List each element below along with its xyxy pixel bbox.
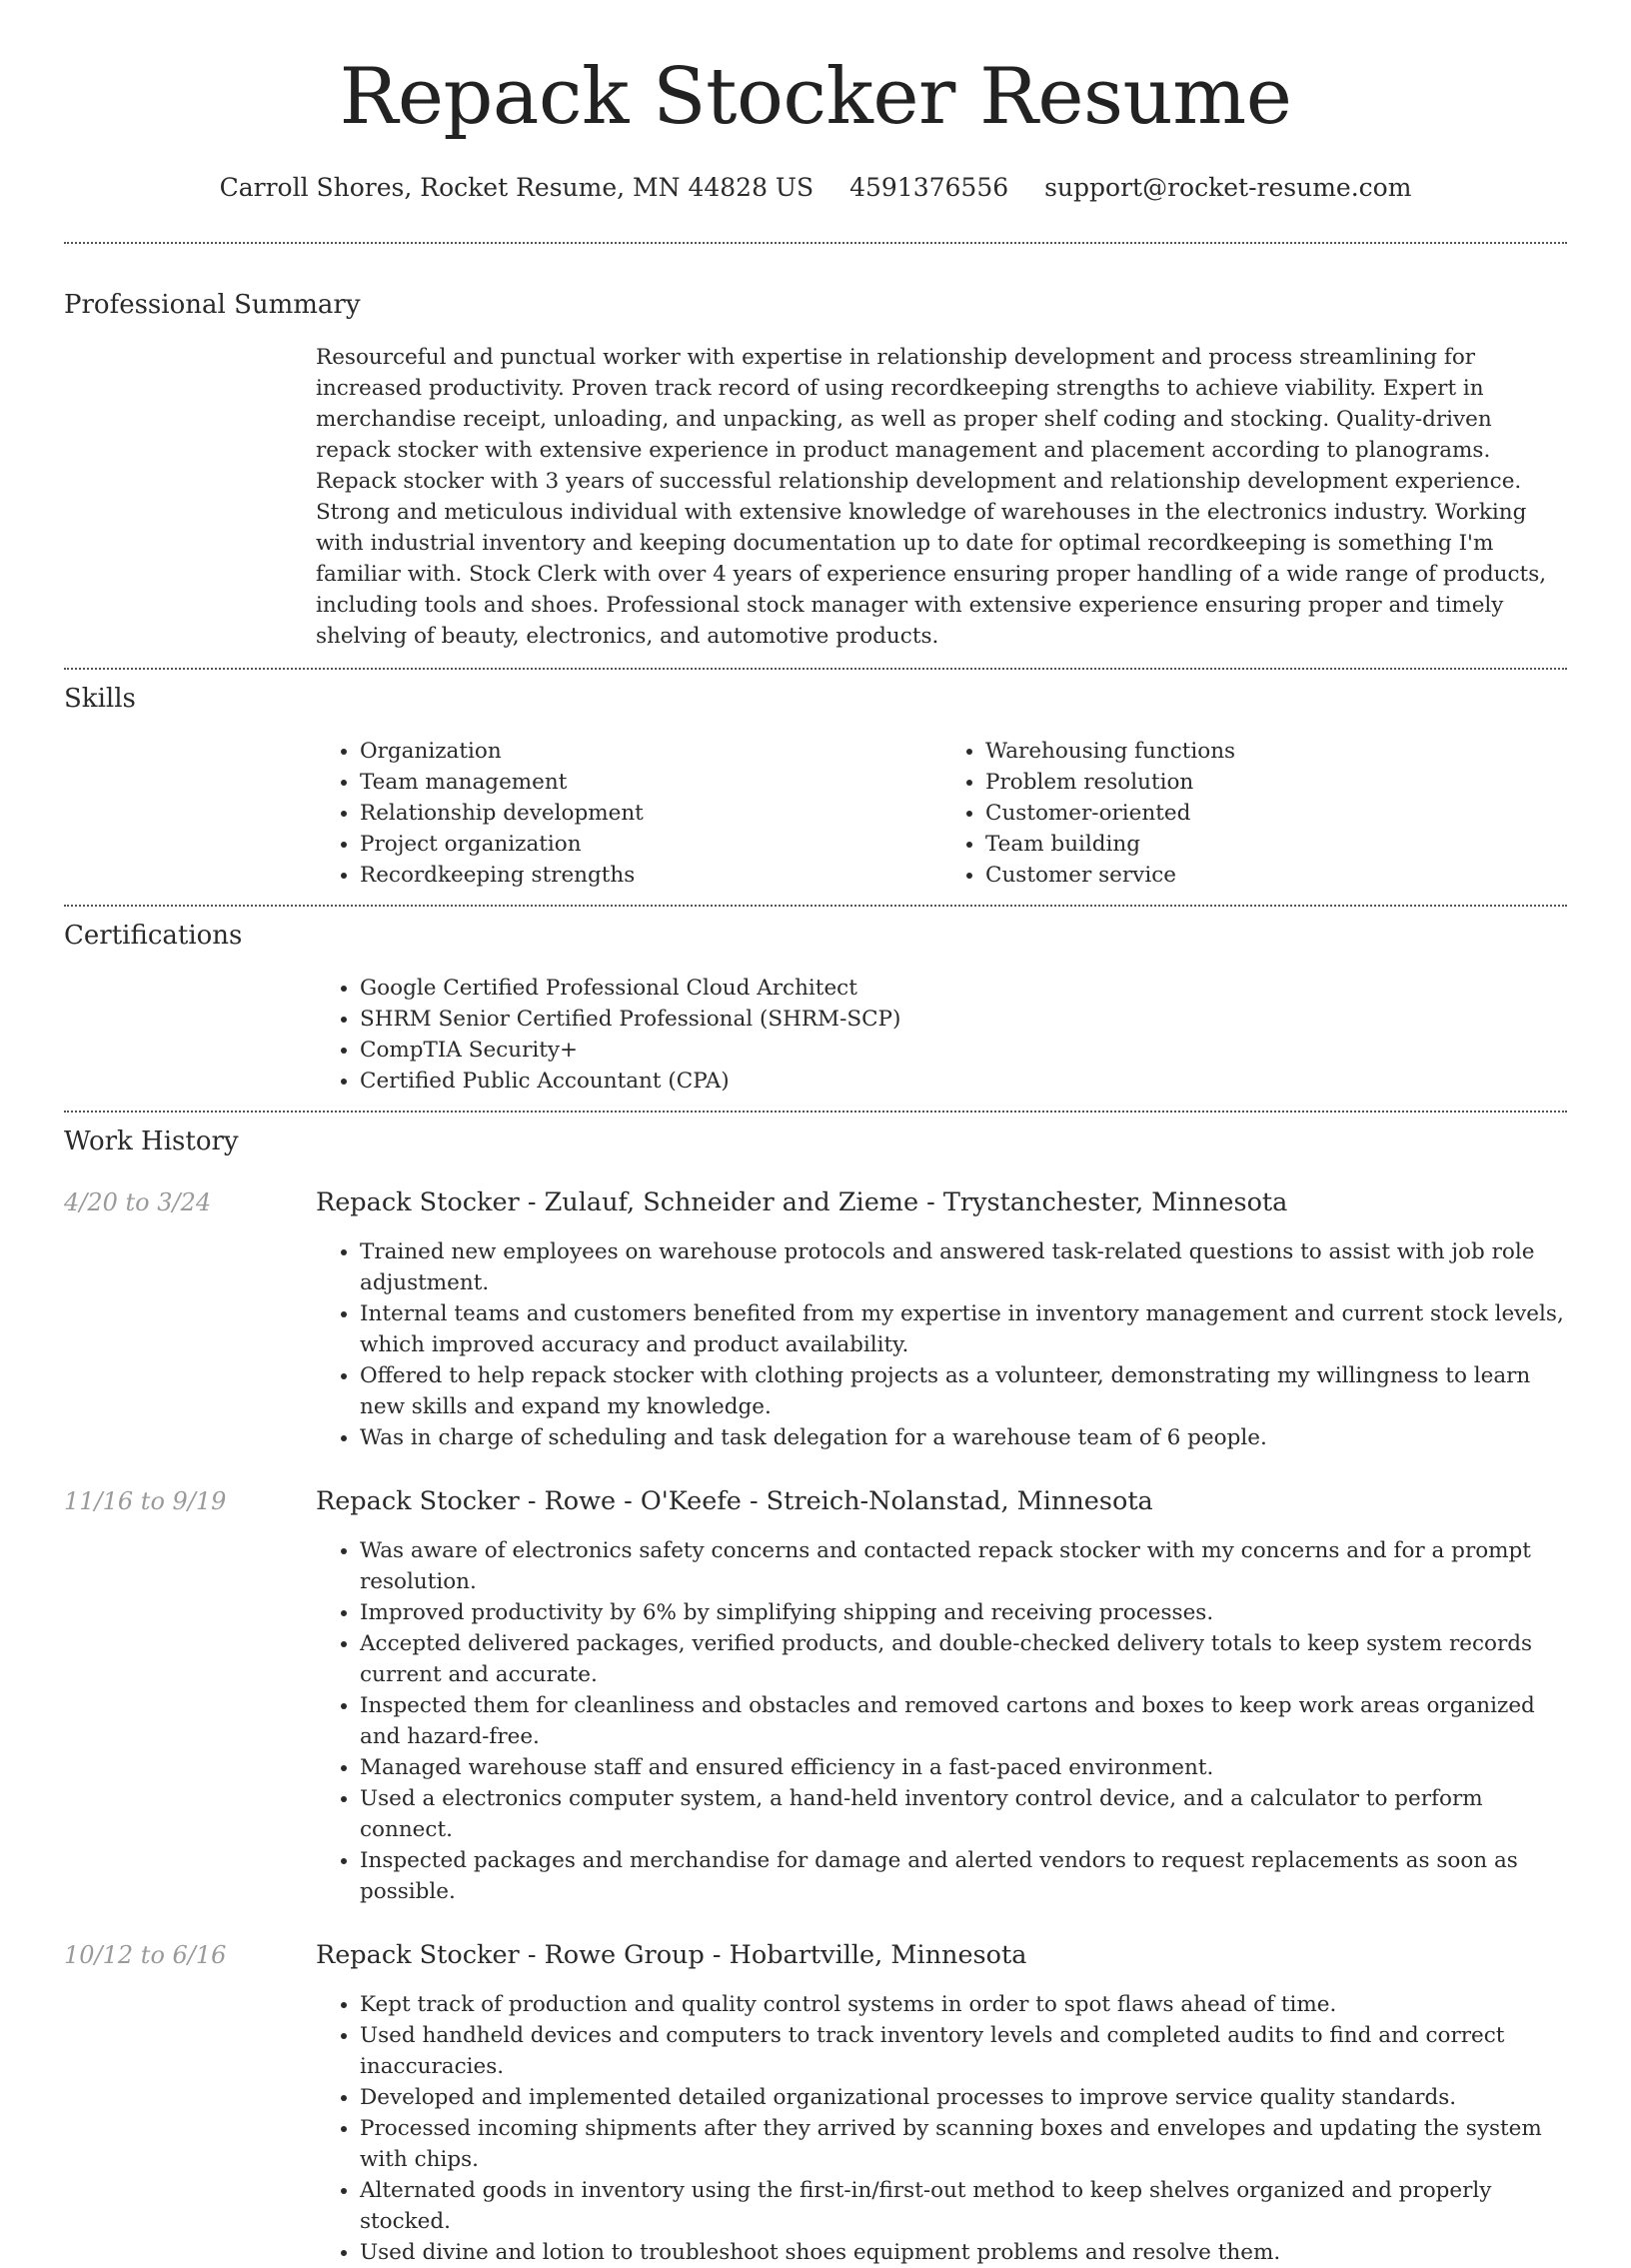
job-dates: 4/20 to 3/24	[64, 1188, 212, 1216]
job-role: Repack Stocker - Rowe Group - Hobartville, Minnesota	[316, 1940, 1027, 1970]
skill-item: • Customer service	[985, 860, 1567, 891]
job-bullet: • Inspected them for cleanliness and obstacles and removed cartons and boxes to keep work areas organized and hazard-free.	[360, 1690, 1567, 1752]
job-dates: 10/12 to 6/16	[64, 1941, 227, 1969]
job-details	[316, 1535, 1567, 1907]
job-bullet: • Offered to help repack stocker with clothing projects as a volunteer, demonstrating my willingness to learn new skills and expand my knowledge.	[360, 1360, 1567, 1422]
job-header	[64, 1939, 1567, 1971]
job-bullet: • Used handheld devices and computers to track inventory levels and completed audits to find and correct inaccuracies.	[360, 2020, 1567, 2082]
job-bullet: • Inspected packages and merchandise for damage and alerted vendors to request replacements as soon as possible.	[360, 1845, 1567, 1907]
skill-item: • Team management	[360, 767, 941, 798]
section-divider	[64, 242, 1567, 244]
job-bullet: • Was aware of electronics safety concerns and contacted repack stocker with my concerns and for a prompt resolution.	[360, 1535, 1567, 1597]
skill-item: • Problem resolution	[985, 767, 1567, 798]
job-bullet: • Alternated goods in inventory using the first-in/first-out method to keep shelves organized and properly stocked.	[360, 2175, 1567, 2237]
job-bullet: • Kept track of production and quality control systems in order to spot flaws ahead of time.	[360, 1989, 1567, 2020]
skill-item: • Project organization	[360, 829, 941, 860]
job-bullet: • Accepted delivered packages, verified products, and double-checked delivery totals to keep system records current and accurate.	[360, 1628, 1567, 1690]
skill-item: • Recordkeeping strengths	[360, 860, 941, 891]
skill-item: • Warehousing functions	[985, 736, 1567, 767]
work-history-heading: Work History	[64, 1127, 239, 1156]
job-bullet-list	[316, 1989, 1567, 2268]
job-bullet: • Managed warehouse staff and ensured efficiency in a fast-paced environment.	[360, 1752, 1567, 1783]
job-entry	[64, 1485, 1567, 1907]
job-details	[316, 1236, 1567, 1453]
certifications-list	[316, 973, 1567, 1097]
section-divider	[64, 905, 1567, 907]
certifications-heading: Certifications	[64, 921, 243, 951]
job-entry	[64, 1939, 1567, 2268]
job-bullet: • Internal teams and customers benefited from my expertise in inventory management and current stock levels, which improved accuracy and product availability.	[360, 1298, 1567, 1360]
skill-item: • Team building	[985, 829, 1567, 860]
job-details	[316, 1989, 1567, 2268]
summary-text: Resourceful and punctual worker with expertise in relationship development and process streamlining for increased productivity. Proven track record of using recordkeeping strengths to achieve viability. Expert in merchandise receipt, unloading, and unpacking, as well as proper shelf coding and stocking. Quality-driven repack stocker with extensive experience in product management and placement according to planograms. Repack stocker with 3 years of successful relationship development and relationship development experience. Strong and meticulous individual with extensive knowledge of warehouses in the electronics industry. Working with industrial inventory and keeping documentation up to date for optimal recordkeeping is something I'm familiar with. Stock Clerk with over 4 years of experience ensuring proper handling of a wide range of products, including tools and shoes. Professional stock manager with extensive experience ensuring proper and timely shelving of beauty, electronics, and automotive products.	[316, 345, 1547, 649]
job-bullet: • Improved productivity by 6% by simplifying shipping and receiving processes.	[360, 1597, 1567, 1628]
certification-item: • SHRM Senior Certified Professional (SHRM-SCP)	[360, 1004, 1567, 1035]
section-divider	[64, 1111, 1567, 1113]
section-divider	[64, 668, 1567, 670]
job-bullet-list	[316, 1236, 1567, 1453]
skill-item: • Relationship development	[360, 798, 941, 829]
job-role: Repack Stocker - Rowe - O'Keefe - Streich-Nolanstad, Minnesota	[316, 1486, 1153, 1516]
skills-list-left	[316, 736, 941, 891]
certification-item: • Google Certified Professional Cloud Architect	[360, 973, 1567, 1004]
job-bullet: • Trained new employees on warehouse protocols and answered task-related questions to assist with job role adjustment.	[360, 1236, 1567, 1298]
job-bullet: • Processed incoming shipments after they arrived by scanning boxes and envelopes and updating the system with chips.	[360, 2113, 1567, 2175]
contact-email: support@rocket-resume.com	[1044, 173, 1412, 202]
contact-phone: 4591376556	[849, 173, 1009, 202]
summary-heading: Professional Summary	[64, 290, 361, 320]
job-role: Repack Stocker - Zulauf, Schneider and Zieme - Trystanchester, Minnesota	[316, 1187, 1288, 1217]
job-bullet: • Developed and implemented detailed organizational processes to improve service quality standards.	[360, 2082, 1567, 2113]
job-bullet-list	[316, 1535, 1567, 1907]
skills-grid	[316, 736, 1567, 905]
certification-item: • Certified Public Accountant (CPA)	[360, 1066, 1567, 1097]
job-entry	[64, 1186, 1567, 1453]
skill-item: • Organization	[360, 736, 941, 767]
skills-list-right	[941, 736, 1567, 891]
skill-item: • Customer-oriented	[985, 798, 1567, 829]
contact-address: Carroll Shores, Rocket Resume, MN 44828 US	[219, 173, 815, 202]
job-dates: 11/16 to 9/19	[64, 1487, 227, 1515]
job-header	[64, 1485, 1567, 1517]
job-bullet: • Used a electronics computer system, a hand-held inventory control device, and a calculator to perform connect.	[360, 1783, 1567, 1845]
job-header	[64, 1186, 1567, 1218]
skills-heading: Skills	[64, 684, 136, 714]
certification-item: • CompTIA Security+	[360, 1035, 1567, 1066]
resume-title: Repack Stocker Resume	[339, 52, 1292, 142]
contact-line	[64, 172, 1567, 204]
job-bullet: • Was in charge of scheduling and task delegation for a warehouse team of 6 people.	[360, 1422, 1567, 1453]
job-bullet: • Used divine and lotion to troubleshoot shoes equipment problems and resolve them.	[360, 2237, 1567, 2268]
certifications-block	[316, 973, 1567, 1111]
